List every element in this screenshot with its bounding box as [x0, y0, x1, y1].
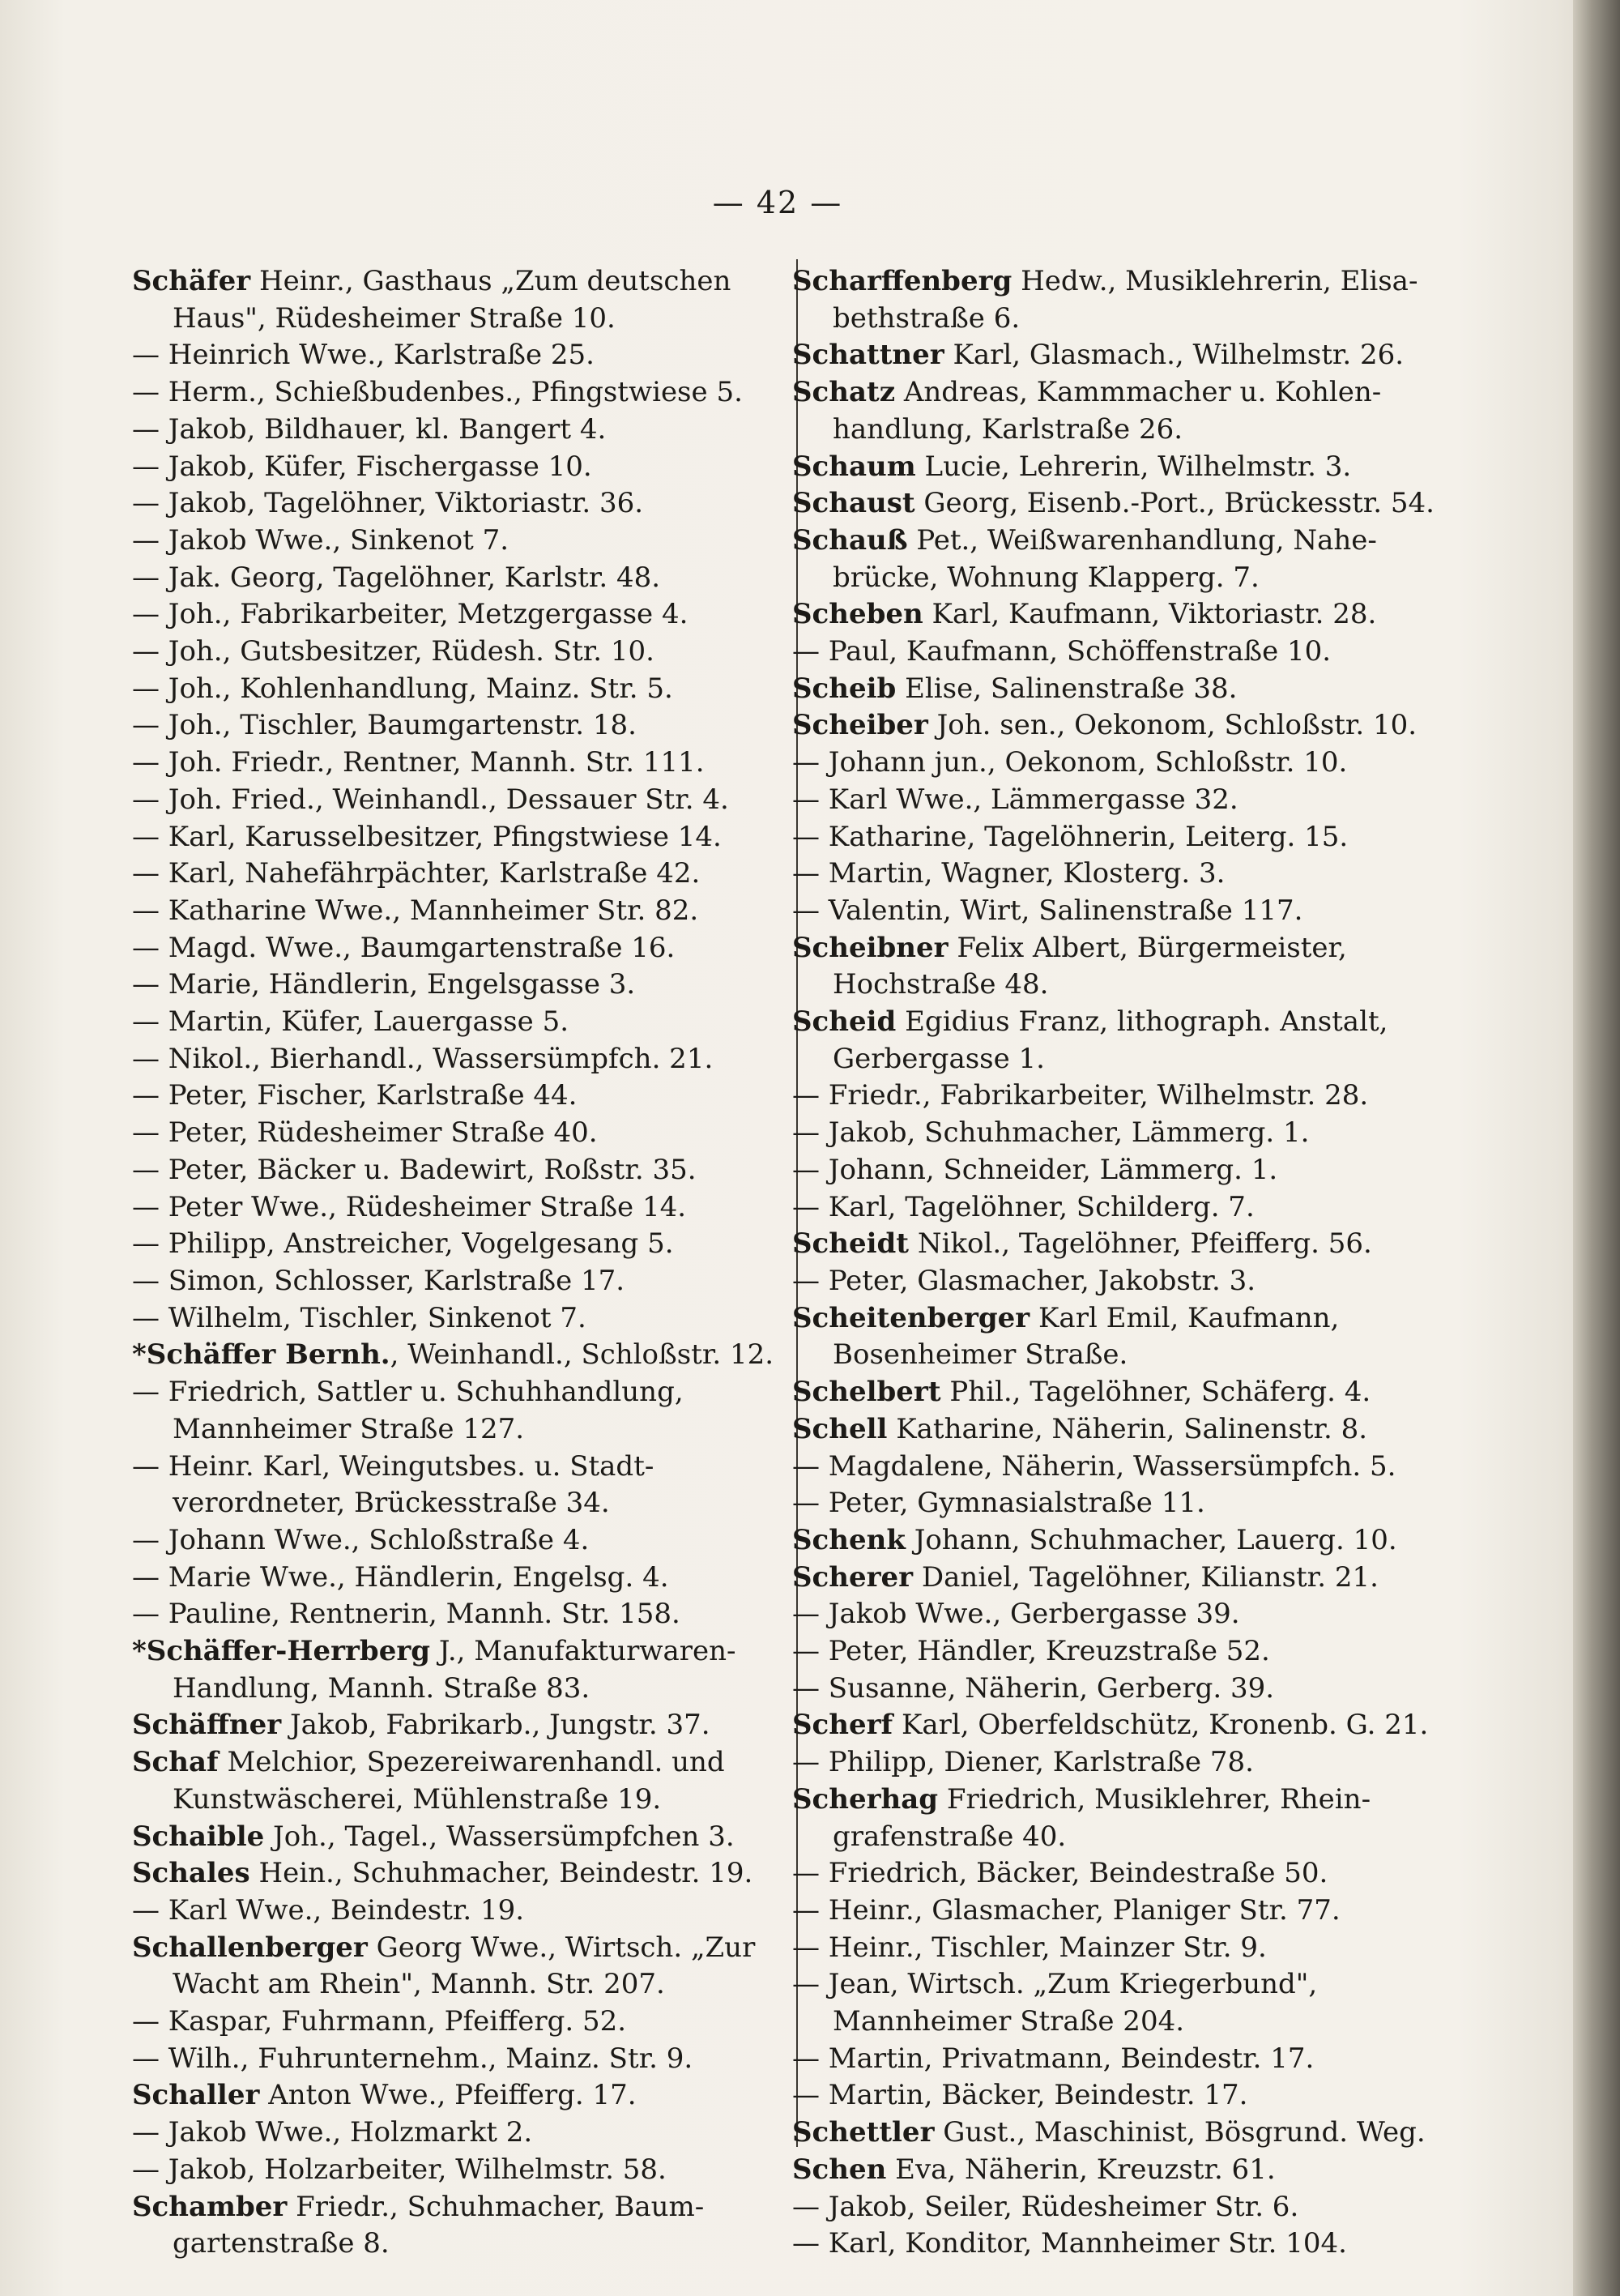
directory-entry	[792, 449, 1440, 486]
directory-entry: — Philipp, Anstreicher, Vogelgesang 5.	[132, 1227, 674, 1261]
page-number: — 42 —	[712, 185, 843, 220]
directory-entry	[792, 263, 1440, 301]
directory-entry: — Simon, Schlosser, Karlstraße 17.	[132, 1264, 625, 1297]
entry-details: Karl, Glasmach., Wilhelmstr. 26.	[944, 339, 1405, 372]
entry-details: Karl, Oberfeldschütz, Kronenb. G. 21.	[893, 1709, 1429, 1742]
directory-entry: — Katharine Wwe., Mannheimer Str. 82.	[132, 894, 699, 927]
directory-entry	[792, 1411, 1440, 1449]
directory-entry: — Wilh., Fuhrunternehm., Mainz. Str. 9.	[132, 2042, 693, 2075]
directory-entry: — Joh., Tischler, Baumgartenstr. 18.	[132, 709, 637, 742]
directory-entry	[792, 1226, 1440, 1263]
directory-entry-continuation: verordneter, Brückesstraße 34.	[173, 1487, 610, 1520]
directory-entry	[132, 1855, 753, 1893]
directory-entry-continuation: Haus", Rüdesheimer Straße 10.	[173, 301, 616, 335]
entry-details: Hein., Schuhmacher, Beindestr. 19.	[249, 1857, 753, 1890]
surname: Scheidt	[792, 1227, 910, 1261]
directory-entry	[132, 1744, 748, 1782]
directory-entry	[792, 1782, 1440, 1819]
directory-entry: — Friedrich, Bäcker, Beindestraße 50.	[792, 1857, 1328, 1890]
directory-entry: — Joh., Fabrikarbeiter, Metzgergasse 4.	[132, 598, 688, 631]
directory-entry	[132, 2077, 748, 2115]
directory-entry: — Marie, Händlerin, Engelsgasse 3.	[132, 968, 636, 1001]
surname: Schäfer	[132, 265, 251, 297]
directory-entry	[132, 1633, 748, 1671]
directory-entry: — Magdalene, Näherin, Wassersümpfch. 5.	[792, 1449, 1396, 1483]
directory-entry	[132, 1930, 756, 1967]
directory-entry: — Philipp, Diener, Karlstraße 78.	[792, 1746, 1254, 1779]
surname: Schallenberger	[132, 1931, 368, 1964]
entry-details: Felix Albert, Bürgermeister,	[948, 931, 1347, 964]
entry-details: Johann, Schuhmacher, Lauerg. 10.	[905, 1523, 1397, 1556]
directory-entry	[132, 263, 748, 301]
directory-entry: — Heinrich Wwe., Karlstraße 25.	[132, 339, 595, 372]
directory-entry: — Jakob, Seiler, Rüdesheimer Str. 6.	[792, 2190, 1299, 2223]
left-column	[132, 263, 774, 2263]
surname: *Schäffer Bernh.	[132, 1338, 390, 1372]
entry-details: Eva, Näherin, Kreuzstr. 61.	[886, 2153, 1276, 2186]
right-column	[792, 263, 1440, 2263]
directory-entry: — Peter, Fischer, Karlstraße 44.	[132, 1079, 578, 1112]
surname: Schauß	[792, 523, 908, 557]
entry-details: Andreas, Kammmacher u. Kohlen-	[895, 376, 1382, 409]
surname: Scheitenberger	[792, 1301, 1030, 1334]
directory-entry	[792, 1004, 1440, 1041]
directory-entry	[132, 2189, 748, 2226]
directory-entry: — Pauline, Rentnerin, Mannh. Str. 158.	[132, 1598, 680, 1631]
directory-entry: — Heinr. Karl, Weingutsbes. u. Stadt-	[132, 1449, 654, 1483]
directory-entry	[132, 1707, 748, 1744]
directory-entry: — Jakob, Küfer, Fischergasse 10.	[132, 450, 592, 483]
entry-details: Lucie, Lehrerin, Wilhelmstr. 3.	[915, 450, 1352, 483]
directory-entry: — Kaspar, Fuhrmann, Pfeifferg. 52.	[132, 2005, 627, 2038]
directory-entry: — Johann, Schneider, Lämmerg. 1.	[792, 1153, 1278, 1186]
entry-details: , Weinhandl., Schloßstr. 12.	[390, 1338, 774, 1372]
surname: Schell	[792, 1412, 888, 1445]
entry-details: Pet., Weißwarenhandlung, Nahe-	[907, 523, 1377, 557]
directory-entry	[792, 337, 1440, 374]
directory-entry	[132, 1819, 748, 1856]
directory-entry: — Susanne, Näherin, Gerberg. 39.	[792, 1671, 1275, 1705]
entry-details: Georg Wwe., Wirtsch. „Zur	[367, 1931, 756, 1964]
directory-entry: — Joh. Fried., Weinhandl., Dessauer Str. 4.	[132, 783, 729, 816]
directory-entry: — Friedrich, Sattler u. Schuhhandlung,	[132, 1376, 684, 1409]
directory-entry: — Jakob Wwe., Gerbergasse 39.	[792, 1598, 1240, 1631]
directory-entry: — Jakob Wwe., Sinkenot 7.	[132, 523, 509, 557]
directory-entry: — Joh. Friedr., Rentner, Mannh. Str. 111.	[132, 746, 705, 779]
surname: Scheid	[792, 1005, 897, 1039]
surname: Schaust	[792, 487, 915, 520]
directory-entry-continuation: Hochstraße 48.	[833, 968, 1049, 1001]
surname: Scherhag	[792, 1782, 939, 1816]
directory-entry: — Martin, Küfer, Lauergasse 5.	[132, 1005, 569, 1039]
entry-details: Katharine, Näherin, Salinenstr. 8.	[887, 1412, 1368, 1445]
entry-details: Karl, Kaufmann, Viktoriastr. 28.	[923, 598, 1377, 631]
directory-entry: — Jakob, Holzarbeiter, Wilhelmstr. 58.	[132, 2153, 667, 2186]
directory-entry: — Wilhelm, Tischler, Sinkenot 7.	[132, 1301, 586, 1334]
directory-entry: — Valentin, Wirt, Salinenstraße 117.	[792, 894, 1303, 927]
directory-entry: — Martin, Wagner, Klosterg. 3.	[792, 857, 1226, 890]
directory-entry	[792, 523, 1440, 560]
directory-entry-continuation: handlung, Karlstraße 26.	[833, 412, 1183, 446]
directory-entry: — Karl Wwe., Lämmergasse 32.	[792, 783, 1238, 816]
surname: Schettler	[792, 2116, 935, 2149]
entry-details: Phil., Tagelöhner, Schäferg. 4.	[940, 1376, 1371, 1409]
directory-entry: — Peter, Gymnasialstraße 11.	[792, 1487, 1205, 1520]
directory-entry: — Heinr., Tischler, Mainzer Str. 9.	[792, 1931, 1267, 1964]
surname: Schamber	[132, 2190, 288, 2223]
directory-entry-continuation: gartenstraße 8.	[173, 2227, 390, 2260]
surname: Schaller	[132, 2079, 260, 2112]
directory-entry: — Joh., Kohlenhandlung, Mainz. Str. 5.	[132, 672, 673, 705]
directory-entry: — Jean, Wirtsch. „Zum Kriegerbund",	[792, 1968, 1318, 2001]
surname: Schäffner	[132, 1709, 282, 1742]
directory-entry: — Joh., Gutsbesitzer, Rüdesh. Str. 10.	[132, 635, 654, 668]
directory-entry	[792, 707, 1440, 745]
directory-entry: — Johann Wwe., Schloßstraße 4.	[132, 1523, 590, 1556]
directory-entry	[792, 1560, 1440, 1597]
directory-entry: — Peter Wwe., Rüdesheimer Straße 14.	[132, 1190, 687, 1223]
directory-entry-continuation: grafenstraße 40.	[833, 1820, 1067, 1853]
directory-entry: — Martin, Bäcker, Beindestr. 17.	[792, 2079, 1248, 2112]
directory-entry: — Jakob, Tagelöhner, Viktoriastr. 36.	[132, 487, 644, 520]
directory-entry: — Jakob, Schuhmacher, Lämmerg. 1.	[792, 1116, 1310, 1150]
directory-entry-continuation: Gerbergasse 1.	[833, 1042, 1045, 1075]
directory-entry-continuation: Mannheimer Straße 127.	[173, 1412, 525, 1445]
surname: Schattner	[792, 339, 944, 372]
entry-details: Heinr., Gasthaus „Zum deutschen	[250, 265, 731, 297]
directory-entry: — Jak. Georg, Tagelöhner, Karlstr. 48.	[132, 561, 661, 594]
surname: Scheben	[792, 598, 923, 631]
directory-entry-continuation: brücke, Wohnung Klapperg. 7.	[833, 561, 1260, 594]
directory-entry	[792, 1300, 1440, 1338]
directory-entry	[792, 374, 1440, 412]
entry-details: Egidius Franz, lithograph. Anstalt,	[896, 1005, 1388, 1039]
entry-details: Friedr., Schuhmacher, Baum-	[287, 2190, 705, 2223]
entry-details: Joh. sen., Oekonom, Schloßstr. 10.	[927, 709, 1418, 742]
directory-entry: — Paul, Kaufmann, Schöffenstraße 10.	[792, 635, 1332, 668]
directory-entry: — Jakob Wwe., Holzmarkt 2.	[132, 2116, 533, 2149]
entry-details: Daniel, Tagelöhner, Kilianstr. 21.	[913, 1560, 1379, 1594]
directory-entry: — Martin, Privatmann, Beindestr. 17.	[792, 2042, 1315, 2075]
surname: Schaf	[132, 1746, 219, 1779]
surname: *Schäffer-Herrberg	[132, 1635, 431, 1668]
directory-entry: — Karl, Karusselbesitzer, Pfingstwiese 14.	[132, 820, 722, 853]
directory-entry: — Peter, Rüdesheimer Straße 40.	[132, 1116, 598, 1150]
directory-entry: — Peter, Bäcker u. Badewirt, Roßstr. 35.	[132, 1153, 697, 1186]
directory-entry-continuation: Kunstwäscherei, Mühlenstraße 19.	[173, 1782, 662, 1816]
directory-entry: — Karl, Konditor, Mannheimer Str. 104.	[792, 2227, 1347, 2260]
entry-details: Georg, Eisenb.-Port., Brückesstr. 54.	[914, 487, 1435, 520]
entry-details: Jakob, Fabrikarb., Jungstr. 37.	[281, 1709, 710, 1742]
entry-details: Gust., Maschinist, Bösgrund. Weg.	[934, 2116, 1426, 2149]
directory-entry	[792, 1374, 1440, 1411]
entry-details: Joh., Tagel., Wassersümpfchen 3.	[264, 1820, 735, 1853]
entry-details: Friedrich, Musiklehrer, Rhein-	[938, 1782, 1371, 1816]
directory-entry	[792, 1707, 1440, 1744]
entry-details: J., Manufakturwaren-	[430, 1635, 736, 1668]
entry-details: Elise, Salinenstraße 38.	[896, 672, 1238, 705]
directory-entry	[792, 596, 1440, 634]
entry-details: Nikol., Tagelöhner, Pfeifferg. 56.	[909, 1227, 1372, 1261]
directory-entry	[792, 2115, 1440, 2152]
directory-entry: — Karl, Tagelöhner, Schilderg. 7.	[792, 1190, 1255, 1223]
directory-entry: — Herm., Schießbudenbes., Pfingstwiese 5.	[132, 376, 743, 409]
surname: Schelbert	[792, 1376, 941, 1409]
directory-entry: — Peter, Glasmacher, Jakobstr. 3.	[792, 1264, 1256, 1297]
directory-entry: — Katharine, Tagelöhnerin, Leiterg. 15.	[792, 820, 1349, 853]
directory-entry: — Friedr., Fabrikarbeiter, Wilhelmstr. 28.	[792, 1079, 1369, 1112]
directory-entry	[792, 2152, 1440, 2189]
surname: Schaible	[132, 1820, 265, 1853]
surname: Schatz	[792, 376, 896, 409]
directory-entry	[792, 930, 1440, 967]
entry-details: Anton Wwe., Pfeifferg. 17.	[259, 2079, 637, 2112]
surname: Schenk	[792, 1523, 906, 1556]
directory-entry: — Peter, Händler, Kreuzstraße 52.	[792, 1635, 1270, 1668]
surname: Schaum	[792, 450, 916, 483]
directory-entry	[792, 671, 1440, 708]
directory-entry-continuation: Wacht am Rhein", Mannh. Str. 207.	[173, 1968, 665, 2001]
directory-entry: — Magd. Wwe., Baumgartenstraße 16.	[132, 931, 676, 964]
directory-entry: — Marie Wwe., Händlerin, Engelsg. 4.	[132, 1560, 669, 1594]
entry-details: Hedw., Musiklehrerin, Elisa-	[1012, 265, 1418, 297]
directory-entry: — Heinr., Glasmacher, Planiger Str. 77.	[792, 1893, 1341, 1927]
directory-entry	[792, 485, 1440, 523]
directory-entry-continuation: Bosenheimer Straße.	[833, 1338, 1128, 1372]
directory-entry-continuation: Handlung, Mannh. Straße 83.	[173, 1671, 590, 1705]
surname: Schen	[792, 2153, 887, 2186]
surname: Scharffenberg	[792, 265, 1013, 297]
directory-entry-continuation: Mannheimer Straße 204.	[833, 2005, 1185, 2038]
directory-entry	[132, 1337, 774, 1374]
surname: Scherer	[792, 1560, 914, 1594]
directory-entry	[792, 1522, 1440, 1560]
surname: Scherf	[792, 1709, 893, 1742]
directory-entry: — Johann jun., Oekonom, Schloßstr. 10.	[792, 746, 1348, 779]
surname: Scheiber	[792, 709, 928, 742]
surname: Scheibner	[792, 931, 949, 964]
directory-entry: — Karl Wwe., Beindestr. 19.	[132, 1893, 525, 1927]
book-spine	[1573, 0, 1620, 2296]
directory-entry: — Jakob, Bildhauer, kl. Bangert 4.	[132, 412, 607, 446]
entry-details: Karl Emil, Kaufmann,	[1030, 1301, 1340, 1334]
surname: Schales	[132, 1857, 250, 1890]
entry-details: Melchior, Spezereiwarenhandl. und	[218, 1746, 725, 1779]
directory-entry: — Nikol., Bierhandl., Wassersümpfch. 21.	[132, 1042, 714, 1075]
surname: Scheib	[792, 672, 897, 705]
directory-entry-continuation: bethstraße 6.	[833, 301, 1021, 335]
directory-entry: — Karl, Nahefährpächter, Karlstraße 42.	[132, 857, 701, 890]
